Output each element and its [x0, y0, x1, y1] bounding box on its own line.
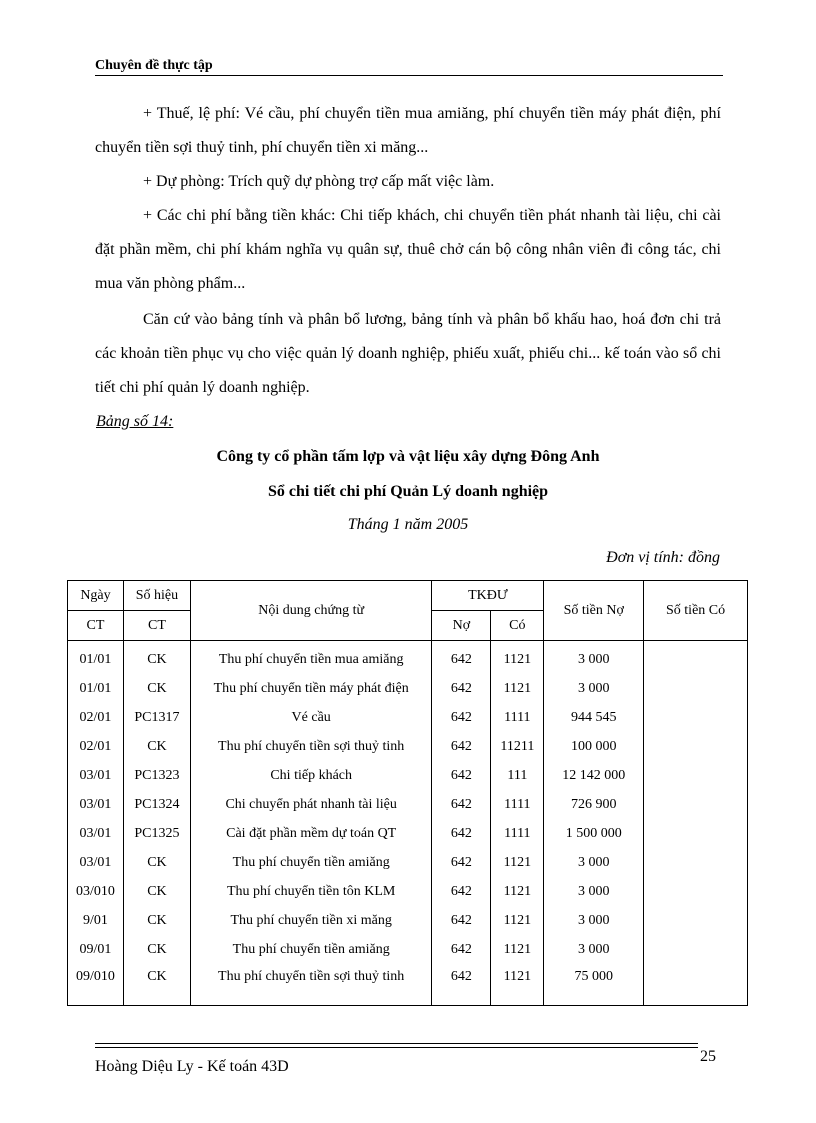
cell-desc: Chi chuyển phát nhanh tài liệu: [190, 790, 432, 819]
cell-no: 642: [432, 641, 491, 675]
cell-co: 1121: [491, 935, 544, 964]
cell-doc: PC1317: [123, 703, 190, 732]
cell-amount: 3 000: [544, 877, 644, 906]
cell-credit: [644, 877, 748, 906]
cell-co: 1111: [491, 790, 544, 819]
cell-doc: CK: [123, 964, 190, 1006]
cell-doc: CK: [123, 674, 190, 703]
page-number: 25: [700, 1048, 716, 1065]
cell-doc: PC1325: [123, 819, 190, 848]
cell-doc: CK: [123, 848, 190, 877]
header-tk-no: Nợ: [432, 611, 491, 641]
cell-desc: Chi tiếp khách: [190, 761, 432, 790]
cell-co: 1111: [491, 819, 544, 848]
cell-no: 642: [432, 819, 491, 848]
cell-no: 642: [432, 790, 491, 819]
table-row: [68, 732, 748, 761]
cell-date: 01/01: [68, 674, 124, 703]
cell-desc: Thu phí chuyển tiền xi măng: [190, 906, 432, 935]
cell-no: 642: [432, 732, 491, 761]
cell-co: 1121: [491, 674, 544, 703]
cell-date: 02/01: [68, 703, 124, 732]
cell-credit: [644, 732, 748, 761]
cell-date: 09/010: [68, 964, 124, 1006]
cell-credit: [644, 641, 748, 675]
table-row: [68, 877, 748, 906]
cell-desc: Thu phí chuyển tiền tôn KLM: [190, 877, 432, 906]
cell-credit: [644, 761, 748, 790]
cell-desc: Thu phí chuyển tiền máy phát điện: [190, 674, 432, 703]
cell-co: 1121: [491, 641, 544, 675]
cell-co: 1121: [491, 877, 544, 906]
cell-amount: 3 000: [544, 674, 644, 703]
cell-desc: Thu phí chuyển tiền amiăng: [190, 935, 432, 964]
cell-no: 642: [432, 906, 491, 935]
cell-desc: Thu phí chuyển tiền mua amiăng: [190, 641, 432, 675]
table-row: [68, 641, 748, 675]
header-sohieu-ct: CT: [123, 611, 190, 641]
table-row: [68, 761, 748, 790]
table-row: [68, 935, 748, 964]
cell-amount: 944 545: [544, 703, 644, 732]
ledger-title: Sổ chi tiết chi phí Quản Lý doanh nghiệp: [267, 483, 549, 500]
cell-co: 1111: [491, 703, 544, 732]
table-row: [68, 674, 748, 703]
cell-desc: Vé cầu: [190, 703, 432, 732]
table-label: Bảng số 14:: [96, 413, 174, 430]
cell-date: 03/01: [68, 848, 124, 877]
cell-doc: CK: [123, 732, 190, 761]
table-row: [68, 790, 748, 819]
cell-date: 9/01: [68, 906, 124, 935]
cell-no: 642: [432, 964, 491, 1006]
cell-amount: 100 000: [544, 732, 644, 761]
paragraph-taxes-fees: + Thuế, lệ phí: Vé cầu, phí chuyển tiền mua amiăng, phí chuyển tiền máy phát điện, phí chuyển tiền sợi thuỷ tinh, phí chuyển tiền xi măng...: [95, 105, 721, 156]
cell-no: 642: [432, 848, 491, 877]
cell-amount: 1 500 000: [544, 819, 644, 848]
cell-doc: PC1323: [123, 761, 190, 790]
cell-credit: [644, 790, 748, 819]
cell-co: 111: [491, 761, 544, 790]
header-ngay-ct: CT: [68, 611, 124, 641]
cell-no: 642: [432, 877, 491, 906]
header-tkdu: TKĐƯ: [432, 581, 544, 611]
cell-desc: Thu phí chuyển tiền sợi thuỷ tinh: [190, 732, 432, 761]
cell-credit: [644, 703, 748, 732]
table-row: [68, 906, 748, 935]
header-ngay: Ngày: [68, 581, 124, 611]
cell-credit: [644, 819, 748, 848]
cell-doc: CK: [123, 906, 190, 935]
cell-date: 09/01: [68, 935, 124, 964]
paragraph-other-expenses: + Các chi phí bằng tiền khác: Chi tiếp khách, chi chuyển tiền phát nhanh tài liệu, chi cài đặt phần mềm, chi phí khám nghĩa vụ quân sự, thuê chở cán bộ công nhân viên đi công tác, chi mua văn phòng phẩm...: [95, 207, 721, 292]
cell-desc: Cài đặt phần mềm dự toán QT: [190, 819, 432, 848]
cell-doc: CK: [123, 641, 190, 675]
company-name: Công ty cổ phần tấm lợp và vật liệu xây dựng Đông Anh: [216, 448, 600, 465]
page-header: [95, 55, 723, 76]
cell-doc: PC1324: [123, 790, 190, 819]
header-noidung: Nội dung chứng từ: [190, 581, 432, 641]
cell-credit: [644, 906, 748, 935]
cell-amount: 12 142 000: [544, 761, 644, 790]
header-tk-co: Có: [491, 611, 544, 641]
cell-amount: 3 000: [544, 848, 644, 877]
paragraph-provisions: + Dự phòng: Trích quỹ dự phòng trợ cấp mất việc làm.: [143, 173, 495, 190]
period: Tháng 1 năm 2005: [347, 516, 469, 533]
footer-author: Hoàng Diệu Ly - Kế toán 43D: [95, 1058, 289, 1075]
cell-date: 01/01: [68, 641, 124, 675]
paragraph-basis: Căn cứ vào bảng tính và phân bổ lương, bảng tính và phân bổ khấu hao, hoá đơn chi trả các khoản tiền phục vụ cho việc quản lý doanh nghiệp, phiếu xuất, phiếu chi... kế toán vào sổ chi tiết chi phí quản lý doanh nghiệp.: [95, 311, 721, 396]
table-body: [68, 641, 748, 1006]
cell-desc: Thu phí chuyển tiền amiăng: [190, 848, 432, 877]
header-sotien-co: Số tiền Có: [644, 581, 748, 641]
cell-no: 642: [432, 674, 491, 703]
cell-date: 03/01: [68, 790, 124, 819]
cell-doc: CK: [123, 935, 190, 964]
cell-amount: 75 000: [544, 964, 644, 1006]
footer-divider-thin: [95, 1047, 698, 1048]
header-sotien-no: Số tiền Nợ: [544, 581, 644, 641]
cell-credit: [644, 935, 748, 964]
cell-date: 03/01: [68, 761, 124, 790]
cell-amount: 3 000: [544, 641, 644, 675]
unit-label: Đơn vị tính: đồng: [606, 549, 720, 566]
cell-date: 02/01: [68, 732, 124, 761]
cell-credit: [644, 848, 748, 877]
table-row: [68, 703, 748, 732]
footer-divider: [95, 1043, 698, 1044]
cell-amount: 3 000: [544, 906, 644, 935]
header-sohieu: Số hiệu: [123, 581, 190, 611]
table-row: [68, 848, 748, 877]
cell-co: 11211: [491, 732, 544, 761]
cell-date: 03/010: [68, 877, 124, 906]
cell-co: 1121: [491, 964, 544, 1006]
header-title: Chuyên đề thực tập: [95, 58, 213, 73]
cell-credit: [644, 674, 748, 703]
cell-no: 642: [432, 703, 491, 732]
table-row: [68, 819, 748, 848]
cell-co: 1121: [491, 906, 544, 935]
cell-credit: [644, 964, 748, 1006]
cell-amount: 726 900: [544, 790, 644, 819]
cell-desc: Thu phí chuyển tiền sợi thuỷ tinh: [190, 964, 432, 1006]
cell-amount: 3 000: [544, 935, 644, 964]
cell-no: 642: [432, 761, 491, 790]
cell-date: 03/01: [68, 819, 124, 848]
cell-co: 1121: [491, 848, 544, 877]
table-row: [68, 964, 748, 1006]
table-header-row: [68, 581, 748, 611]
cell-doc: CK: [123, 877, 190, 906]
cell-no: 642: [432, 935, 491, 964]
expense-ledger-table: [67, 580, 748, 1006]
